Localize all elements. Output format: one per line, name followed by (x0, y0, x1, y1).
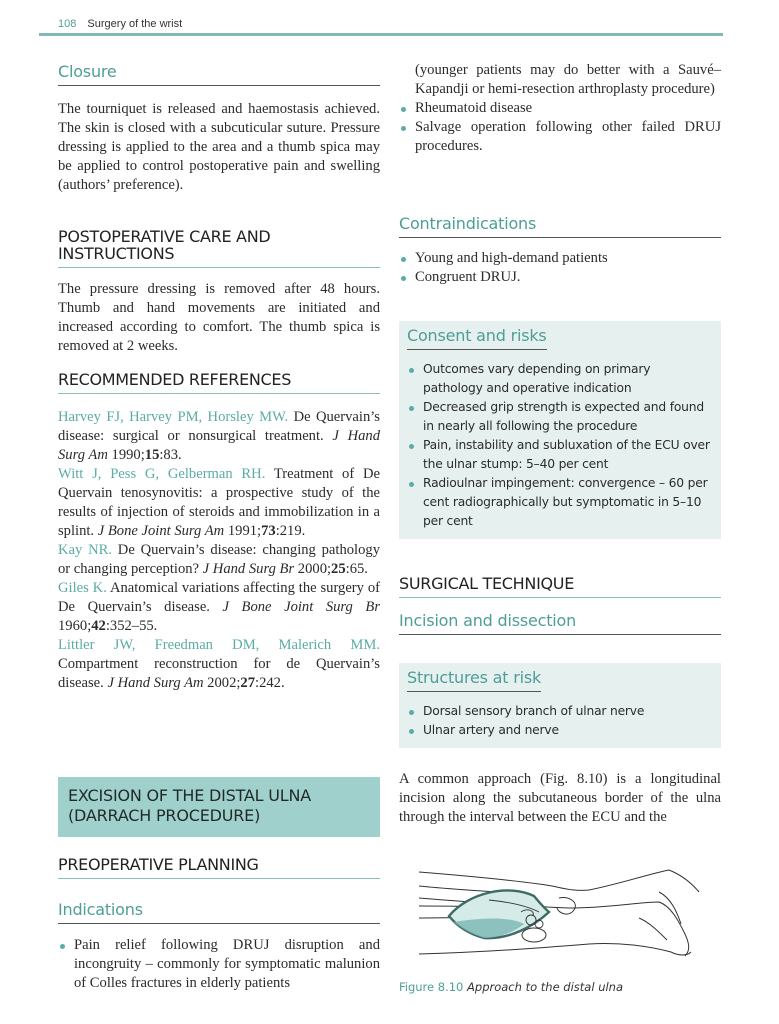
indication-item: Rheumatoid disease (399, 99, 721, 118)
reference-year: 2002; (203, 675, 241, 691)
risk-item: Pain, instability and subluxation of the ECU over the ulnar stump: 5–40 per cent (407, 436, 713, 474)
reference-journal: J Hand Surg Br (202, 561, 295, 577)
technique-section (399, 575, 721, 598)
running-title: Surgery of the wrist (87, 18, 183, 30)
contraindications-list (399, 249, 721, 287)
consent-list (407, 360, 713, 531)
indication-continuation: (younger patients may do better with a Sauvé–Kapandji or hemi-resection arthroplasty procedure) (415, 62, 721, 97)
reference-authors[interactable]: Harvey FJ, Harvey PM, Horsley MW. (58, 409, 289, 425)
reference-title: De Quervain’s disease: surgical or nonsurgical treatment. (58, 409, 380, 444)
indications-heading: Indications (58, 900, 380, 924)
reference-pages: :352–55. (105, 618, 158, 634)
reference-item (58, 541, 380, 579)
structure-item: Ulnar artery and nerve (407, 721, 713, 740)
approach-text: A common approach (Fig. 8.10) is a longitudinal incision along the subcutaneous border of the ulna through the interval between the ECU and the (399, 771, 721, 825)
indication-item: Pain relief following DRUJ disruption and incongruity – commonly for symptomatic malunion of Colles fractures in elderly patients (58, 936, 380, 993)
structures-risk-box (399, 663, 721, 748)
page-number: 108 (58, 18, 77, 30)
closure-text: The tourniquet is released and haemostasis achieved. The skin is closed with a subcuticular suture. Pressure dressing is applied to the area and a thumb spica may be applied to control postoperative pain and swelling (authors’ preference). (58, 101, 380, 193)
closure-heading: Closure (58, 62, 380, 86)
indications-continued (399, 61, 721, 156)
wrist-approach-illustration (409, 862, 709, 960)
reference-journal: J Hand Surg Am (58, 428, 381, 463)
excision-heading-box (58, 777, 380, 837)
reference-year: 1960; (58, 618, 92, 634)
reference-volume: 25 (331, 561, 346, 577)
risk-item: Radioulnar impingement: convergence – 60 per cent radiographically but symptomatic in 5–10 per cent (407, 474, 713, 531)
reference-volume: 73 (261, 523, 276, 539)
reference-item (58, 408, 380, 465)
indication-item: Salvage operation following other failed DRUJ procedures. (399, 118, 721, 156)
preop-heading: PREOPERATIVE PLANNING (58, 856, 380, 879)
contraindications-section (399, 214, 721, 287)
postop-heading: POSTOPERATIVE CARE AND INSTRUCTIONS (58, 228, 380, 268)
preop-section (58, 856, 380, 879)
consent-heading: Consent and risks (407, 326, 547, 350)
risk-item: Decreased grip strength is expected and found in nearly all following the procedure (407, 398, 713, 436)
indications-continued-list (399, 99, 721, 156)
reference-item (58, 465, 380, 541)
figure-caption (399, 980, 721, 994)
references-heading: RECOMMENDED REFERENCES (58, 371, 380, 394)
indications-section (58, 900, 380, 993)
reference-title: Anatomical variations affecting the surgery of De Quervain’s disease. (58, 580, 380, 615)
reference-authors[interactable]: Giles K. (58, 580, 107, 596)
reference-year: 2000; (294, 561, 332, 577)
running-header (39, 18, 723, 36)
reference-item (58, 636, 380, 693)
reference-volume: 15 (144, 447, 160, 463)
figure-label: Figure 8.10 (399, 980, 464, 994)
reference-pages: :242. (255, 675, 285, 691)
reference-title: Treatment of De Quervain tenosynovitis: a prospective study of the results of injection of steroids and immobilization in a splint. (58, 466, 380, 539)
technique-heading: SURGICAL TECHNIQUE (399, 575, 721, 598)
risk-item: Outcomes vary depending on primary pathology and operative indication (407, 360, 713, 398)
postop-text: The pressure dressing is removed after 48 hours. Thumb and hand movements are initiated and increased according to comfort. The thumb spica is removed at 2 weeks. (58, 281, 380, 354)
contraindication-item: Congruent DRUJ. (399, 268, 721, 287)
structures-heading: Structures at risk (407, 668, 541, 692)
references-section (58, 371, 380, 693)
excision-heading-line1: EXCISION OF THE DISTAL ULNA (68, 786, 312, 805)
reference-authors[interactable]: Littler JW, Freedman DM, Malerich MM. (58, 637, 380, 653)
reference-journal: J Hand Surg Am (107, 675, 204, 691)
figure-caption-text: Approach to the distal ulna (467, 980, 624, 994)
reference-journal: J Bone Joint Surg Br (222, 599, 380, 615)
reference-pages: :65. (345, 561, 368, 577)
reference-volume: 42 (91, 618, 106, 634)
reference-journal: J Bone Joint Surg Am (97, 523, 225, 539)
reference-item (58, 579, 380, 636)
consent-risks-box (399, 321, 721, 539)
reference-pages: :83. (159, 447, 182, 463)
reference-volume: 27 (240, 675, 256, 691)
incision-heading: Incision and dissection (399, 611, 721, 635)
references-list (58, 408, 380, 693)
closure-section (58, 62, 380, 195)
excision-heading-line2: (DARRACH PROCEDURE) (68, 806, 261, 825)
reference-authors[interactable]: Witt J, Pess G, Gelberman RH. (58, 466, 266, 482)
reference-title: De Quervain’s disease: changing pathology or changing perception? (58, 542, 380, 577)
reference-year: 1991; (224, 523, 262, 539)
reference-pages: :219. (275, 523, 306, 539)
incision-section (399, 611, 721, 635)
figure-8-10 (409, 862, 709, 960)
contraindications-heading: Contraindications (399, 214, 721, 238)
reference-authors[interactable]: Kay NR. (58, 542, 113, 558)
structures-list (407, 702, 713, 740)
reference-year: 1990; (107, 447, 145, 463)
structure-item: Dorsal sensory branch of ulnar nerve (407, 702, 713, 721)
indications-list (58, 936, 380, 993)
reference-title: Compartment reconstruction for de Quervain’s disease. (58, 656, 380, 691)
postop-section (58, 228, 380, 356)
contraindication-item: Young and high-demand patients (399, 249, 721, 268)
